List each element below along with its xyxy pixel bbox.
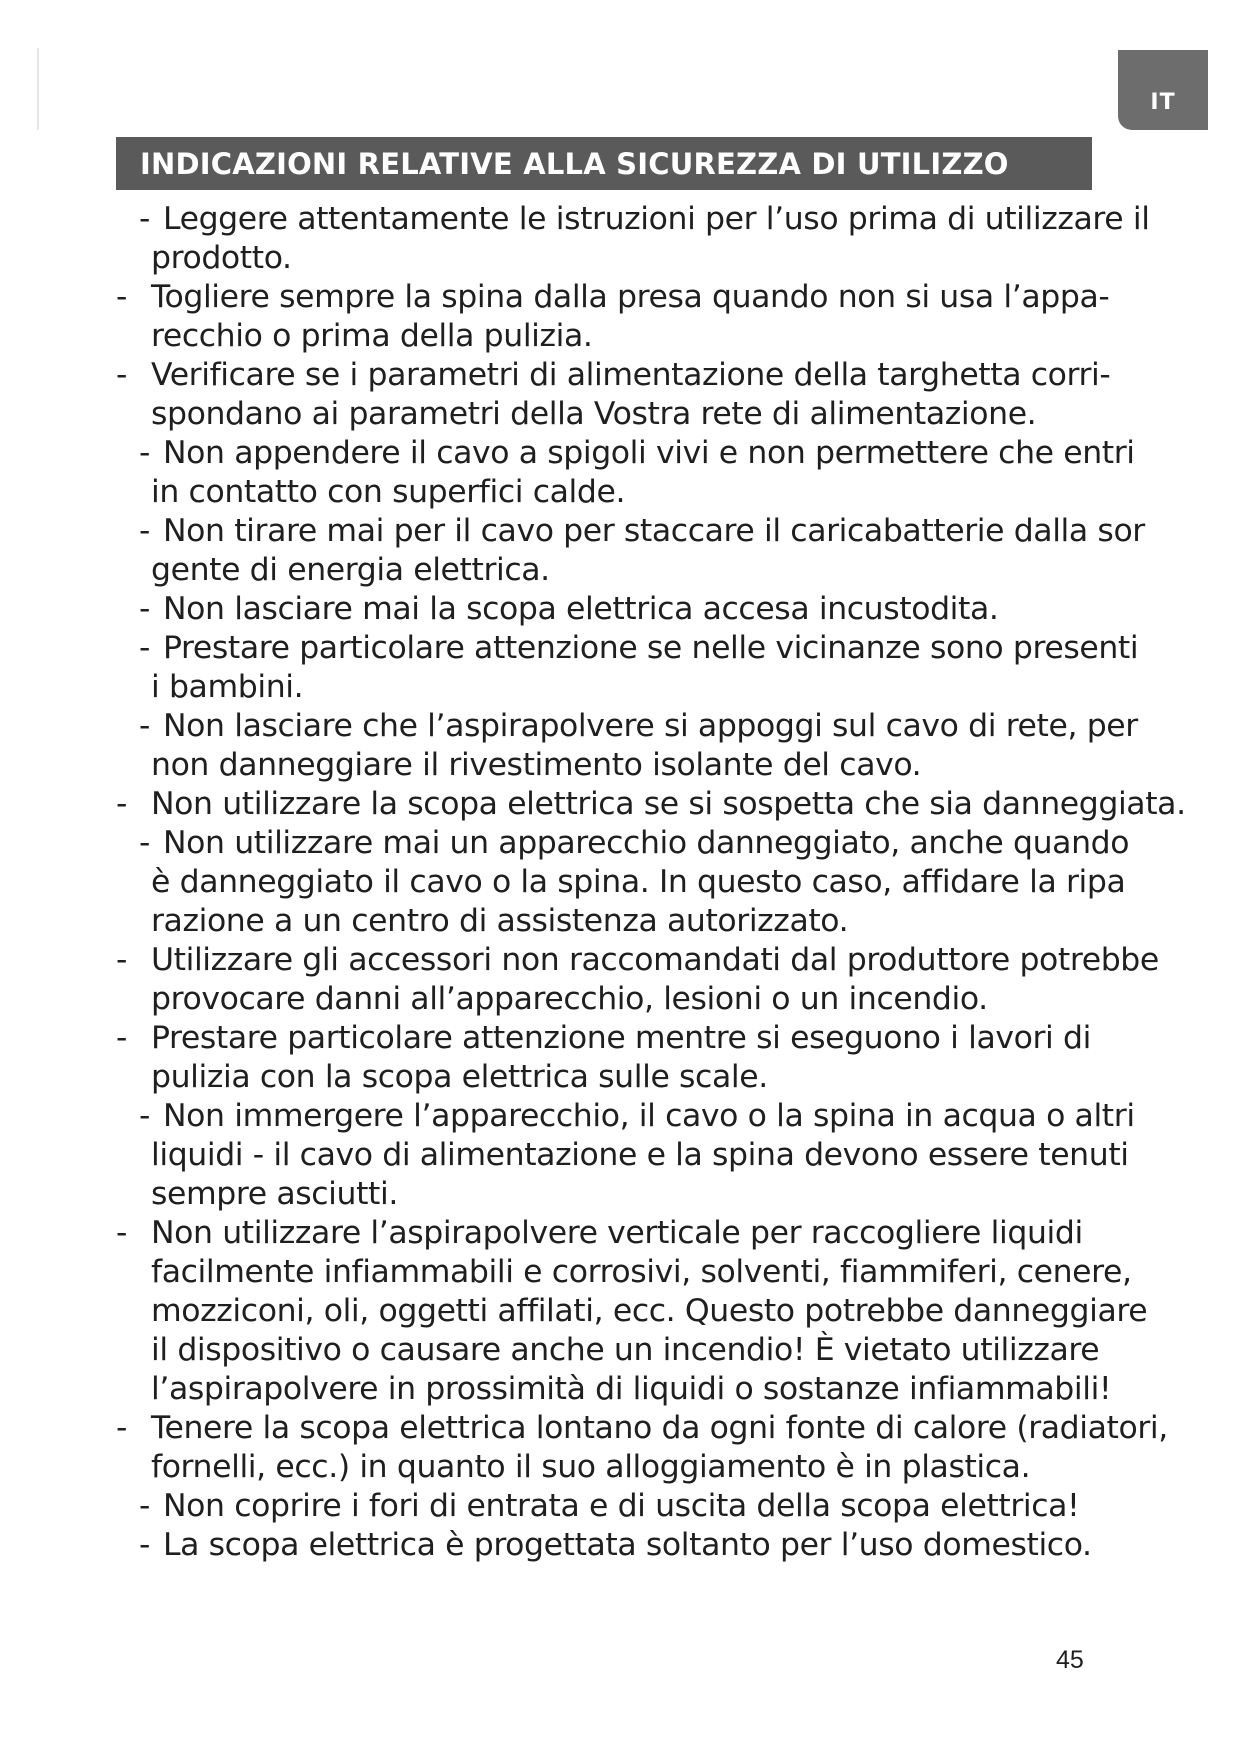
bullet-dash: - [139, 1527, 150, 1563]
list-item-line: gente di energia elettrica. [151, 552, 550, 588]
list-item-line: il dispositivo o causare anche un incendio! È vietato utilizzare [151, 1332, 1100, 1368]
list-item [0, 1526, 1241, 1565]
list-item-line: i bambini. [151, 669, 304, 705]
list-item-line: Utilizzare gli accessori non raccomandati dal produttore potrebbe [151, 942, 1159, 978]
list-item-line: non danneggiare il rivestimento isolante del cavo. [151, 747, 922, 783]
margin-rule [37, 48, 39, 130]
list-item [0, 1214, 1241, 1409]
list-item-line: Non tirare mai per il cavo per staccare il caricabatterie dalla sor [163, 513, 1145, 549]
bullet-dash: - [139, 1098, 150, 1134]
list-item [0, 1019, 1241, 1097]
list-item-line: Non utilizzare mai un apparecchio danneggiato, anche quando [163, 825, 1130, 861]
list-item-line: Verificare se i parametri di alimentazione della targhetta corri- [151, 357, 1111, 393]
bullet-dash: - [116, 357, 127, 393]
list-item-line: Non utilizzare l’aspirapolvere verticale per raccogliere liquidi [151, 1215, 1083, 1251]
list-item-line: prodotto. [151, 240, 292, 276]
bullet-dash: - [139, 591, 150, 627]
bullet-dash: - [139, 201, 150, 237]
section-title: INDICAZIONI RELATIVE ALLA SICUREZZA DI UTILIZZO [116, 137, 1092, 190]
list-item-line: facilmente infiammabili e corrosivi, solventi, fiammiferi, cenere, [151, 1254, 1132, 1290]
list-item-line: provocare danni all’apparecchio, lesioni o un incendio. [151, 981, 988, 1017]
list-item-line: Non lasciare che l’aspirapolvere si appoggi sul cavo di rete, per [163, 708, 1138, 744]
list-item [0, 512, 1241, 590]
list-item-line: Leggere attentamente le istruzioni per l’uso prima di utilizzare il [163, 201, 1150, 237]
list-item-line: La scopa elettrica è progettata soltanto per l’uso domestico. [163, 1527, 1092, 1563]
bullet-dash: - [116, 786, 127, 822]
list-item-line: mozziconi, oli, oggetti affilati, ecc. Questo potrebbe danneggiare [151, 1293, 1148, 1329]
page-number: 45 [1056, 1646, 1084, 1674]
safety-instructions-list [0, 200, 1241, 1565]
list-item [0, 941, 1241, 1019]
list-item-line: Non appendere il cavo a spigoli vivi e non permettere che entri [163, 435, 1135, 471]
list-item [0, 1409, 1241, 1487]
bullet-dash: - [116, 1020, 127, 1056]
list-item-line: Non immergere l’apparecchio, il cavo o la spina in acqua o altri [163, 1098, 1135, 1134]
list-item-line: razione a un centro di assistenza autorizzato. [151, 903, 849, 939]
list-item [0, 1487, 1241, 1526]
list-item-line: liquidi - il cavo di alimentazione e la spina devono essere tenuti [151, 1137, 1129, 1173]
list-item [0, 434, 1241, 512]
list-item [0, 200, 1241, 278]
bullet-dash: - [139, 513, 150, 549]
list-item-line: Prestare particolare attenzione mentre si eseguono i lavori di [151, 1020, 1091, 1056]
list-item [0, 629, 1241, 707]
list-item-line: sempre asciutti. [151, 1176, 398, 1212]
list-item [0, 356, 1241, 434]
list-item-line: Prestare particolare attenzione se nelle vicinanze sono presenti [163, 630, 1139, 666]
list-item-line: pulizia con la scopa elettrica sulle scale. [151, 1059, 768, 1095]
bullet-dash: - [139, 1488, 150, 1524]
bullet-dash: - [139, 825, 150, 861]
bullet-dash: - [116, 279, 127, 315]
bullet-dash: - [139, 435, 150, 471]
list-item-line: è danneggiato il cavo o la spina. In questo caso, affidare la ripa [151, 864, 1126, 900]
list-item-line: Non lasciare mai la scopa elettrica accesa incustodita. [163, 591, 999, 627]
list-item [0, 1097, 1241, 1214]
list-item [0, 785, 1241, 824]
list-item-line: Non coprire i fori di entrata e di uscita della scopa elettrica! [163, 1488, 1080, 1524]
list-item [0, 590, 1241, 629]
bullet-dash: - [116, 1215, 127, 1251]
list-item-line: Togliere sempre la spina dalla presa quando non si usa l’appa- [151, 279, 1110, 315]
list-item-line: Non utilizzare la scopa elettrica se si sospetta che sia danneggiata. [151, 786, 1186, 822]
list-item-line: Tenere la scopa elettrica lontano da ogni fonte di calore (radiatori, [151, 1410, 1168, 1446]
list-item [0, 707, 1241, 785]
bullet-dash: - [116, 942, 127, 978]
list-item [0, 278, 1241, 356]
list-item-line: fornelli, ecc.) in quanto il suo alloggiamento è in plastica. [151, 1449, 1031, 1485]
bullet-dash: - [139, 630, 150, 666]
list-item [0, 824, 1241, 941]
language-tab: IT [1118, 50, 1208, 130]
list-item-line: in contatto con superfici calde. [151, 474, 626, 510]
list-item-line: recchio o prima della pulizia. [151, 318, 593, 354]
bullet-dash: - [116, 1410, 127, 1446]
list-item-line: l’aspirapolvere in prossimità di liquidi o sostanze infiammabili! [151, 1371, 1112, 1407]
list-item-line: spondano ai parametri della Vostra rete di alimentazione. [151, 396, 1037, 432]
bullet-dash: - [139, 708, 150, 744]
